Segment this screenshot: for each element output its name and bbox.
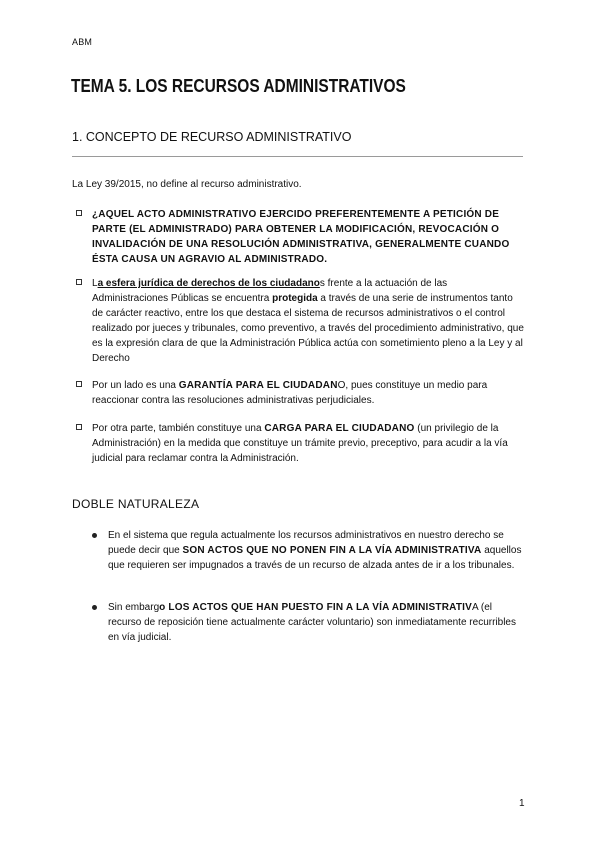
bullet-dot-icon (92, 605, 97, 610)
text-segment: O, pues constituye un medio para reaccionar contra las resoluciones administrativas perjudiciales. (92, 380, 488, 406)
list-item (92, 528, 524, 573)
square-bullet-icon (76, 210, 82, 216)
square-bullet-icon (76, 279, 82, 285)
text-segment-emphasis: a esfera jurídica de derechos de los ciudadano (97, 278, 320, 289)
definition-text: ¿AQUEL ACTO ADMINISTRATIVO EJERCIDO PREFERENTEMENTE A PETICIÓN DE PARTE (EL ADMINISTRADO) PARA OBTENER LA MODIFICACIÓN, REVOCACIÓN O INVALIDACIÓN DE UNA RESOLUCIÓN ADMINISTRATIVA, GENERALMENTE CUANDO ÉSTA CAUSA UN AGRAVIO AL ADMINISTRADO. (92, 209, 510, 265)
text-segment: Por un lado es una (92, 380, 179, 391)
list-item-text (108, 600, 524, 645)
header-initials: ABM (72, 37, 93, 47)
intro-paragraph: La Ley 39/2015, no define al recurso administrativo. (72, 179, 302, 190)
text-segment: s frente a la actuación de las Administraciones Públicas se encuentra (92, 278, 448, 304)
list-item (76, 207, 524, 267)
text-segment: (un privilegio de la Administración) en la medida que constituye un trámite previo, preceptivo, para acudir a la vía judicial para reclamar contra la Administración. (92, 423, 508, 464)
text-segment: aquellos que requieren ser impugnados a través de un recurso de alzada antes de ir a los tribunales. (108, 545, 522, 571)
text-segment: a través de una serie de instrumentos tanto de carácter reactivo, entre los que destaca el sistema de recursos administrativos o el control realizado por jueces y tribunales, como preventivo, a través del procedimiento administrativo, que es la expresión clara de que la Administración Pública actúa con sometimiento pleno a la Ley y al Derecho (92, 293, 524, 364)
list-item (76, 378, 524, 408)
list-item (92, 600, 524, 645)
text-segment-bold: o LOS ACTOS QUE HAN PUESTO FIN A LA VÍA ADMINISTRATIV (159, 602, 472, 613)
list-item (76, 421, 524, 466)
list-item-text (92, 421, 524, 466)
text-segment-bold: protegida (272, 293, 318, 304)
text-segment: Por otra parte, también constituye una (92, 423, 265, 434)
list-item-text (92, 378, 524, 408)
list-item-text (92, 276, 524, 366)
text-segment-bold: GARANTÍA PARA EL CIUDADAN (178, 380, 338, 391)
text-segment: En el sistema que regula actualmente los recursos administrativos en nuestro derecho se puede decir que (108, 530, 504, 556)
text-segment-bold: SON ACTOS QUE NO PONEN FIN A LA VÍA ADMINISTRATIVA (182, 545, 482, 556)
list-item-text (108, 528, 524, 573)
square-bullet-icon (76, 381, 82, 387)
text-segment-bold: CARGA PARA EL CIUDADANO (264, 423, 415, 434)
bullet-dot-icon (92, 533, 97, 538)
section-heading-concepto: 1. CONCEPTO DE RECURSO ADMINISTRATIVO (72, 130, 352, 144)
text-segment: Sin embarg (108, 602, 160, 613)
page-number: 1 (519, 798, 525, 809)
list-item (76, 276, 524, 366)
text-segment: A (el recurso de reposición tiene actualmente carácter voluntario) son inmediatamente recurribles en vía judicial. (108, 602, 516, 643)
square-bullet-icon (76, 424, 82, 430)
page-title: TEMA 5. LOS RECURSOS ADMINISTRATIVOS (71, 76, 406, 96)
section-heading-doble-naturaleza: DOBLE NATURALEZA (72, 497, 200, 511)
text-segment: L (92, 278, 98, 289)
horizontal-rule (72, 156, 523, 157)
